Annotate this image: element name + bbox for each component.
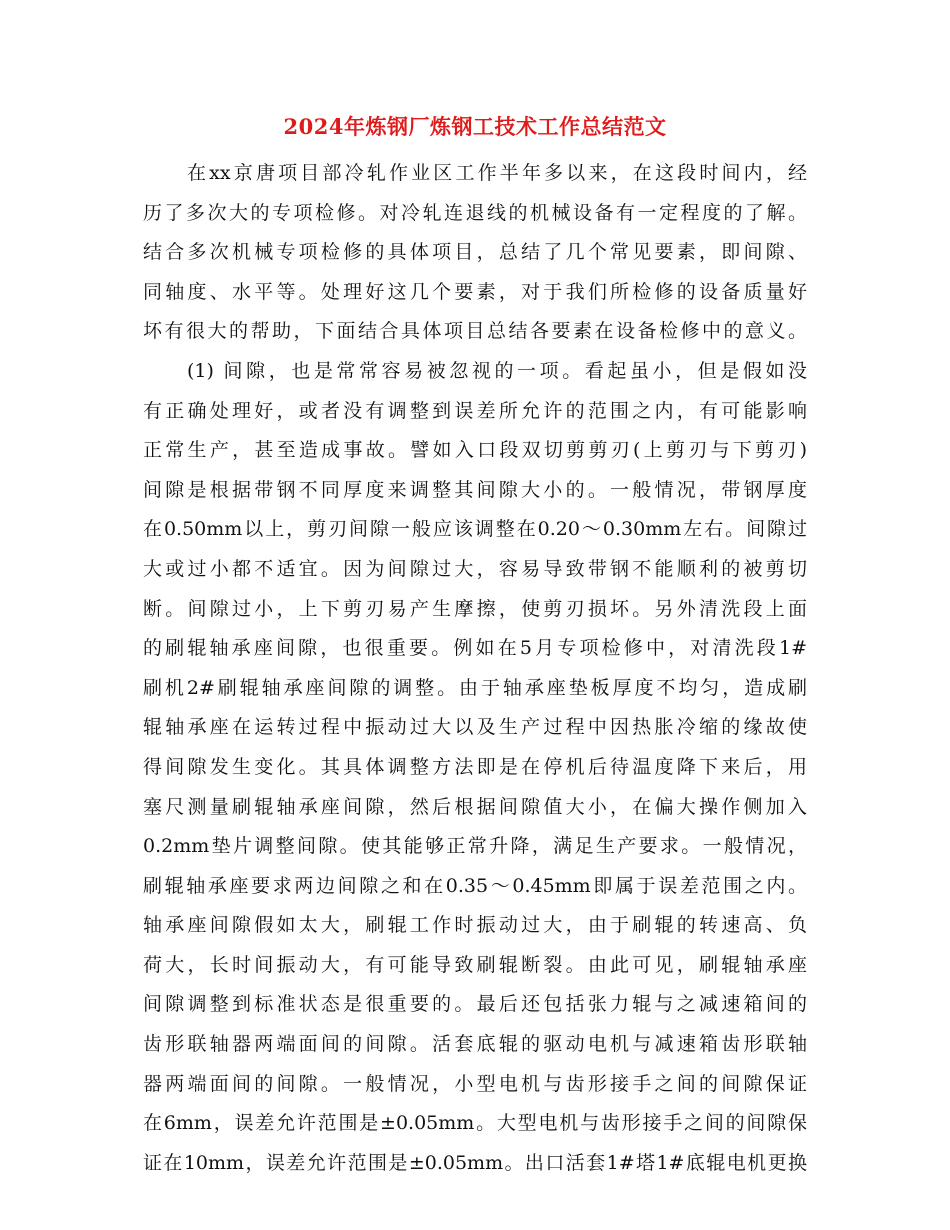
text-line: 同轴度、水平等。处理好这几个要素，对于我们所检修的设备质量好 xyxy=(143,280,807,303)
text-line: 辊轴承座在运转过程中振动过大以及生产过程中因热胀冷缩的缘故使 xyxy=(143,716,807,739)
text-line: 间隙是根据带钢不同厚度来调整其间隙大小的。一般情况，带钢厚度 xyxy=(143,478,807,501)
text-line: 0.2mm垫片调整间隙。使其能够正常升降，满足生产要求。一般情况， xyxy=(143,835,807,858)
text-line: 塞尺测量刷辊轴承座间隙，然后根据间隙值大小，在偏大操作侧加入 xyxy=(143,795,807,818)
text-line: 刷机2#刷辊轴承座间隙的调整。由于轴承座垫板厚度不均匀，造成刷 xyxy=(143,676,807,699)
document-body xyxy=(143,154,807,1183)
text-line: 器两端面间的间隙。一般情况，小型电机与齿形接手之间的间隙保证 xyxy=(143,1072,807,1095)
text-line: 在6mm，误差允许范围是±0.05mm。大型电机与齿形接手之间的间隙保 xyxy=(143,1112,807,1135)
text-line: 有正确处理好，或者没有调整到误差所允许的范围之内，有可能影响 xyxy=(143,399,807,422)
document-title: 2024年炼钢厂炼钢工技术工作总结范文 xyxy=(283,114,667,139)
text-line: 得间隙发生变化。其具体调整方法即是在停机后待温度降下来后，用 xyxy=(143,755,807,778)
text-line: 的刷辊轴承座间隙，也很重要。例如在5月专项检修中，对清洗段1# xyxy=(143,637,807,660)
text-line: 断。间隙过小，上下剪刃易产生摩擦，使剪刃损坏。另外清洗段上面 xyxy=(143,597,807,620)
text-line: 在0.50mm以上，剪刃间隙一般应该调整在0.20～0.30mm左右。间隙过 xyxy=(143,518,807,541)
text-line: 轴承座间隙假如太大，刷辊工作时振动过大，由于刷辊的转速高、负 xyxy=(143,914,807,937)
text-line: 荷大，长时间振动大，有可能导致刷辊断裂。由此可见，刷辊轴承座 xyxy=(143,953,807,976)
text-line: 间隙调整到标准状态是很重要的。最后还包括张力辊与之减速箱间的 xyxy=(143,993,807,1016)
text-line: 证在10mm，误差允许范围是±0.05mm。出口活套1#塔1#底辊电机更换 xyxy=(143,1151,807,1174)
text-line: 坏有很大的帮助，下面结合具体项目总结各要素在设备检修中的意义。 xyxy=(143,320,807,343)
text-line: 正常生产，甚至造成事故。譬如入口段双切剪剪刃(上剪刃与下剪刃) xyxy=(143,439,807,462)
text-line: 刷辊轴承座要求两边间隙之和在0.35～0.45mm即属于误差范围之内。 xyxy=(143,874,807,897)
text-line: 大或过小都不适宜。因为间隙过大，容易导致带钢不能顺利的被剪切 xyxy=(143,557,807,580)
text-line: 历了多次大的专项检修。对冷轧连退线的机械设备有一定程度的了解。 xyxy=(143,201,807,224)
text-line: (1) 间隙，也是常常容易被忽视的一项。看起虽小，但是假如没 xyxy=(187,359,807,382)
text-line: 在xx京唐项目部冷轧作业区工作半年多以来，在这段时间内，经 xyxy=(187,162,807,184)
text-line: 结合多次机械专项检修的具体项目，总结了几个常见要素，即间隙、 xyxy=(143,241,807,264)
text-line: 齿形联轴器两端面间的间隙。活套底辊的驱动电机与减速箱齿形联轴 xyxy=(143,1033,807,1056)
